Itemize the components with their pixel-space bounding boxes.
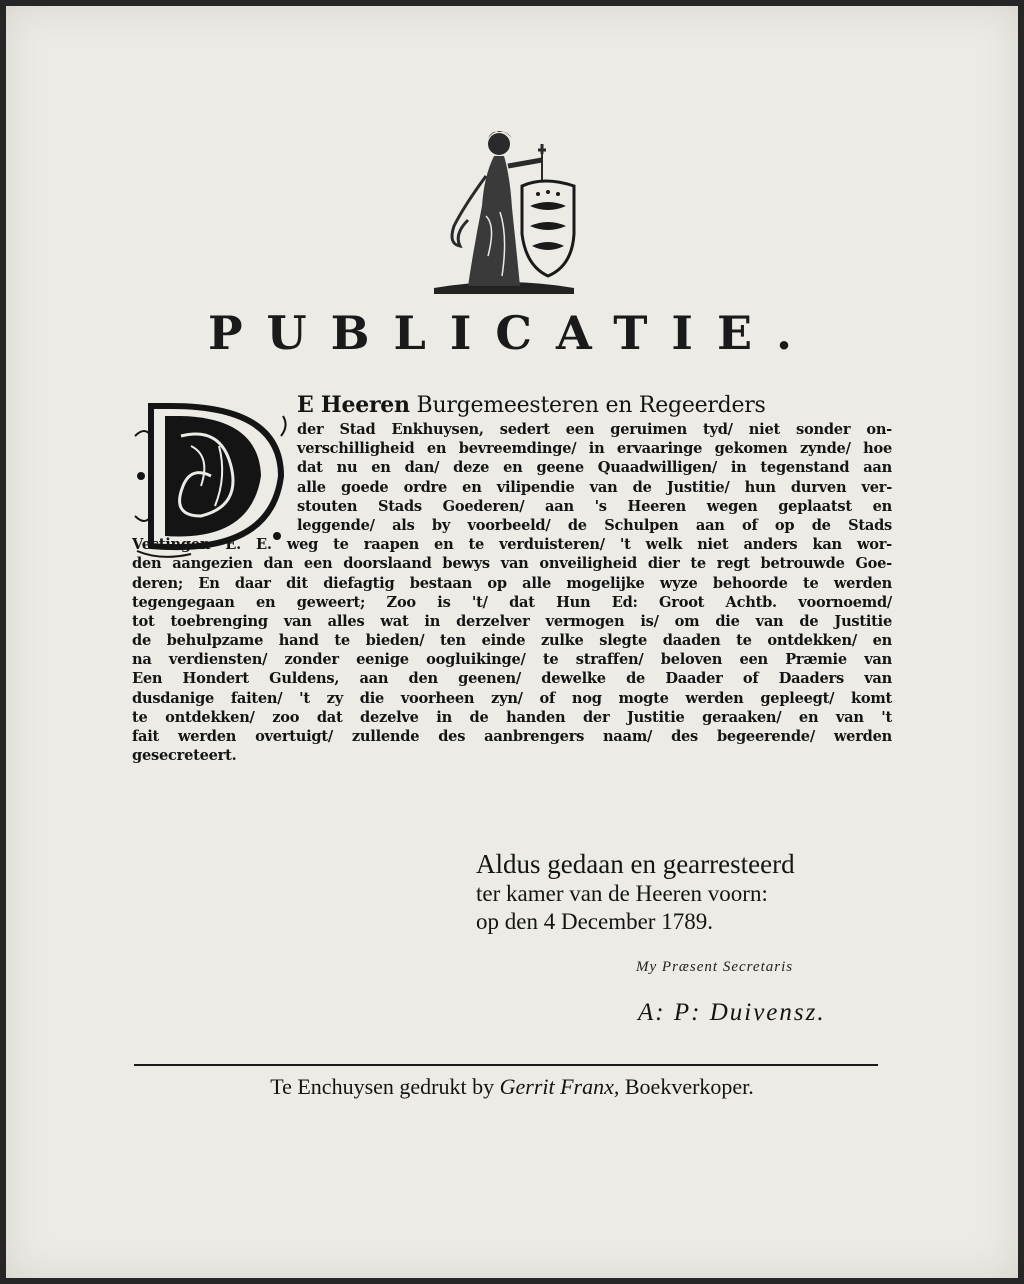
closing-block	[476, 848, 896, 936]
text-line: stouten Stads Goederen/ aan 's Heeren wegen geplaatst en	[297, 497, 892, 515]
text-line: tot toebrenging van alles wat in derzelver vermogen is/ om die van de Justitie	[132, 612, 892, 630]
document-sheet	[6, 6, 1018, 1278]
text-line: dat nu en dan/ deze en geene Quaadwilligen/ in tegenstand aan	[297, 459, 892, 477]
closing-line-2: ter kamer van de Heeren voorn:	[476, 881, 768, 906]
proclamation-text	[132, 390, 892, 765]
secretary-label: My Præsent Secretaris	[636, 959, 794, 975]
text-line: der Stad Enkhuysen, sedert een geruimen tyd/ niet sonder on-	[297, 421, 892, 438]
text-line: verschilligheid en bevreemdinge/ in ervaaringe gekomen zynde/ hoe	[297, 440, 892, 458]
text-line: den aangezien dan een doorslaand bewys van onveiligheid dier te regt betrouwde Goe-	[132, 555, 892, 573]
text-line: deren; En daar dit diefagtig bestaan op alle mogelijke wyze behoorde te werden	[132, 574, 892, 592]
text-line: de behulpzame hand te bieden/ ten einde zulke slegte daaden te ontdekken/ en	[132, 632, 892, 650]
closing-line-1: Aldus gedaan en gearresteerd	[476, 849, 795, 879]
opening-line: E Heeren Burgemeesteren en Regeerders	[297, 392, 766, 418]
text-line: alle goede ordre en vilipendie van de Justitie/ hun durven ver-	[297, 478, 892, 496]
closing-date: op den 4 December 1789.	[476, 909, 713, 934]
city-arms-emblem-icon	[424, 116, 584, 296]
page-title: PUBLICATIE.	[207, 306, 817, 360]
text-line: Een Hondert Guldens, aan den geenen/ dewelke de Daader of Daaders van	[132, 670, 892, 688]
divider	[134, 1064, 878, 1066]
text-line: gesecreteert.	[132, 747, 237, 765]
text-line: tegengegaan en geweert; Zoo is 't/ dat Hun Ed: Groot Achtb. voornoemd/	[132, 593, 892, 611]
printer-name: Gerrit Franx,	[499, 1074, 620, 1099]
text-line: Vestingen E. E. weg te raapen en te verduisteren/ 't welk niet anders kan wor-	[132, 536, 892, 554]
text-line: leggende/ als by voorbeeld/ de Schulpen aan of op de Stads	[297, 516, 892, 534]
text-line: te ontdekken/ zoo dat dezelve in de handen der Justitie geraaken/ en van 't	[132, 708, 892, 726]
signature: A: P: Duivensz.	[638, 999, 826, 1026]
printer-imprint: Te Enchuysen gedrukt by Gerrit Franx, Boekverkoper.	[270, 1074, 754, 1099]
text-line: dusdanige faiten/ 't zy die voorheen zyn/ of nog mogte werden gepleegt/ komt	[132, 689, 892, 707]
text-line: na verdiensten/ zonder eenige oogluikinge/ te straffen/ beloven een Præmie van	[132, 651, 892, 669]
text-line: fait werden overtuigt/ zullende des aanbrengers naam/ des begeerende/ werden	[132, 728, 892, 745]
